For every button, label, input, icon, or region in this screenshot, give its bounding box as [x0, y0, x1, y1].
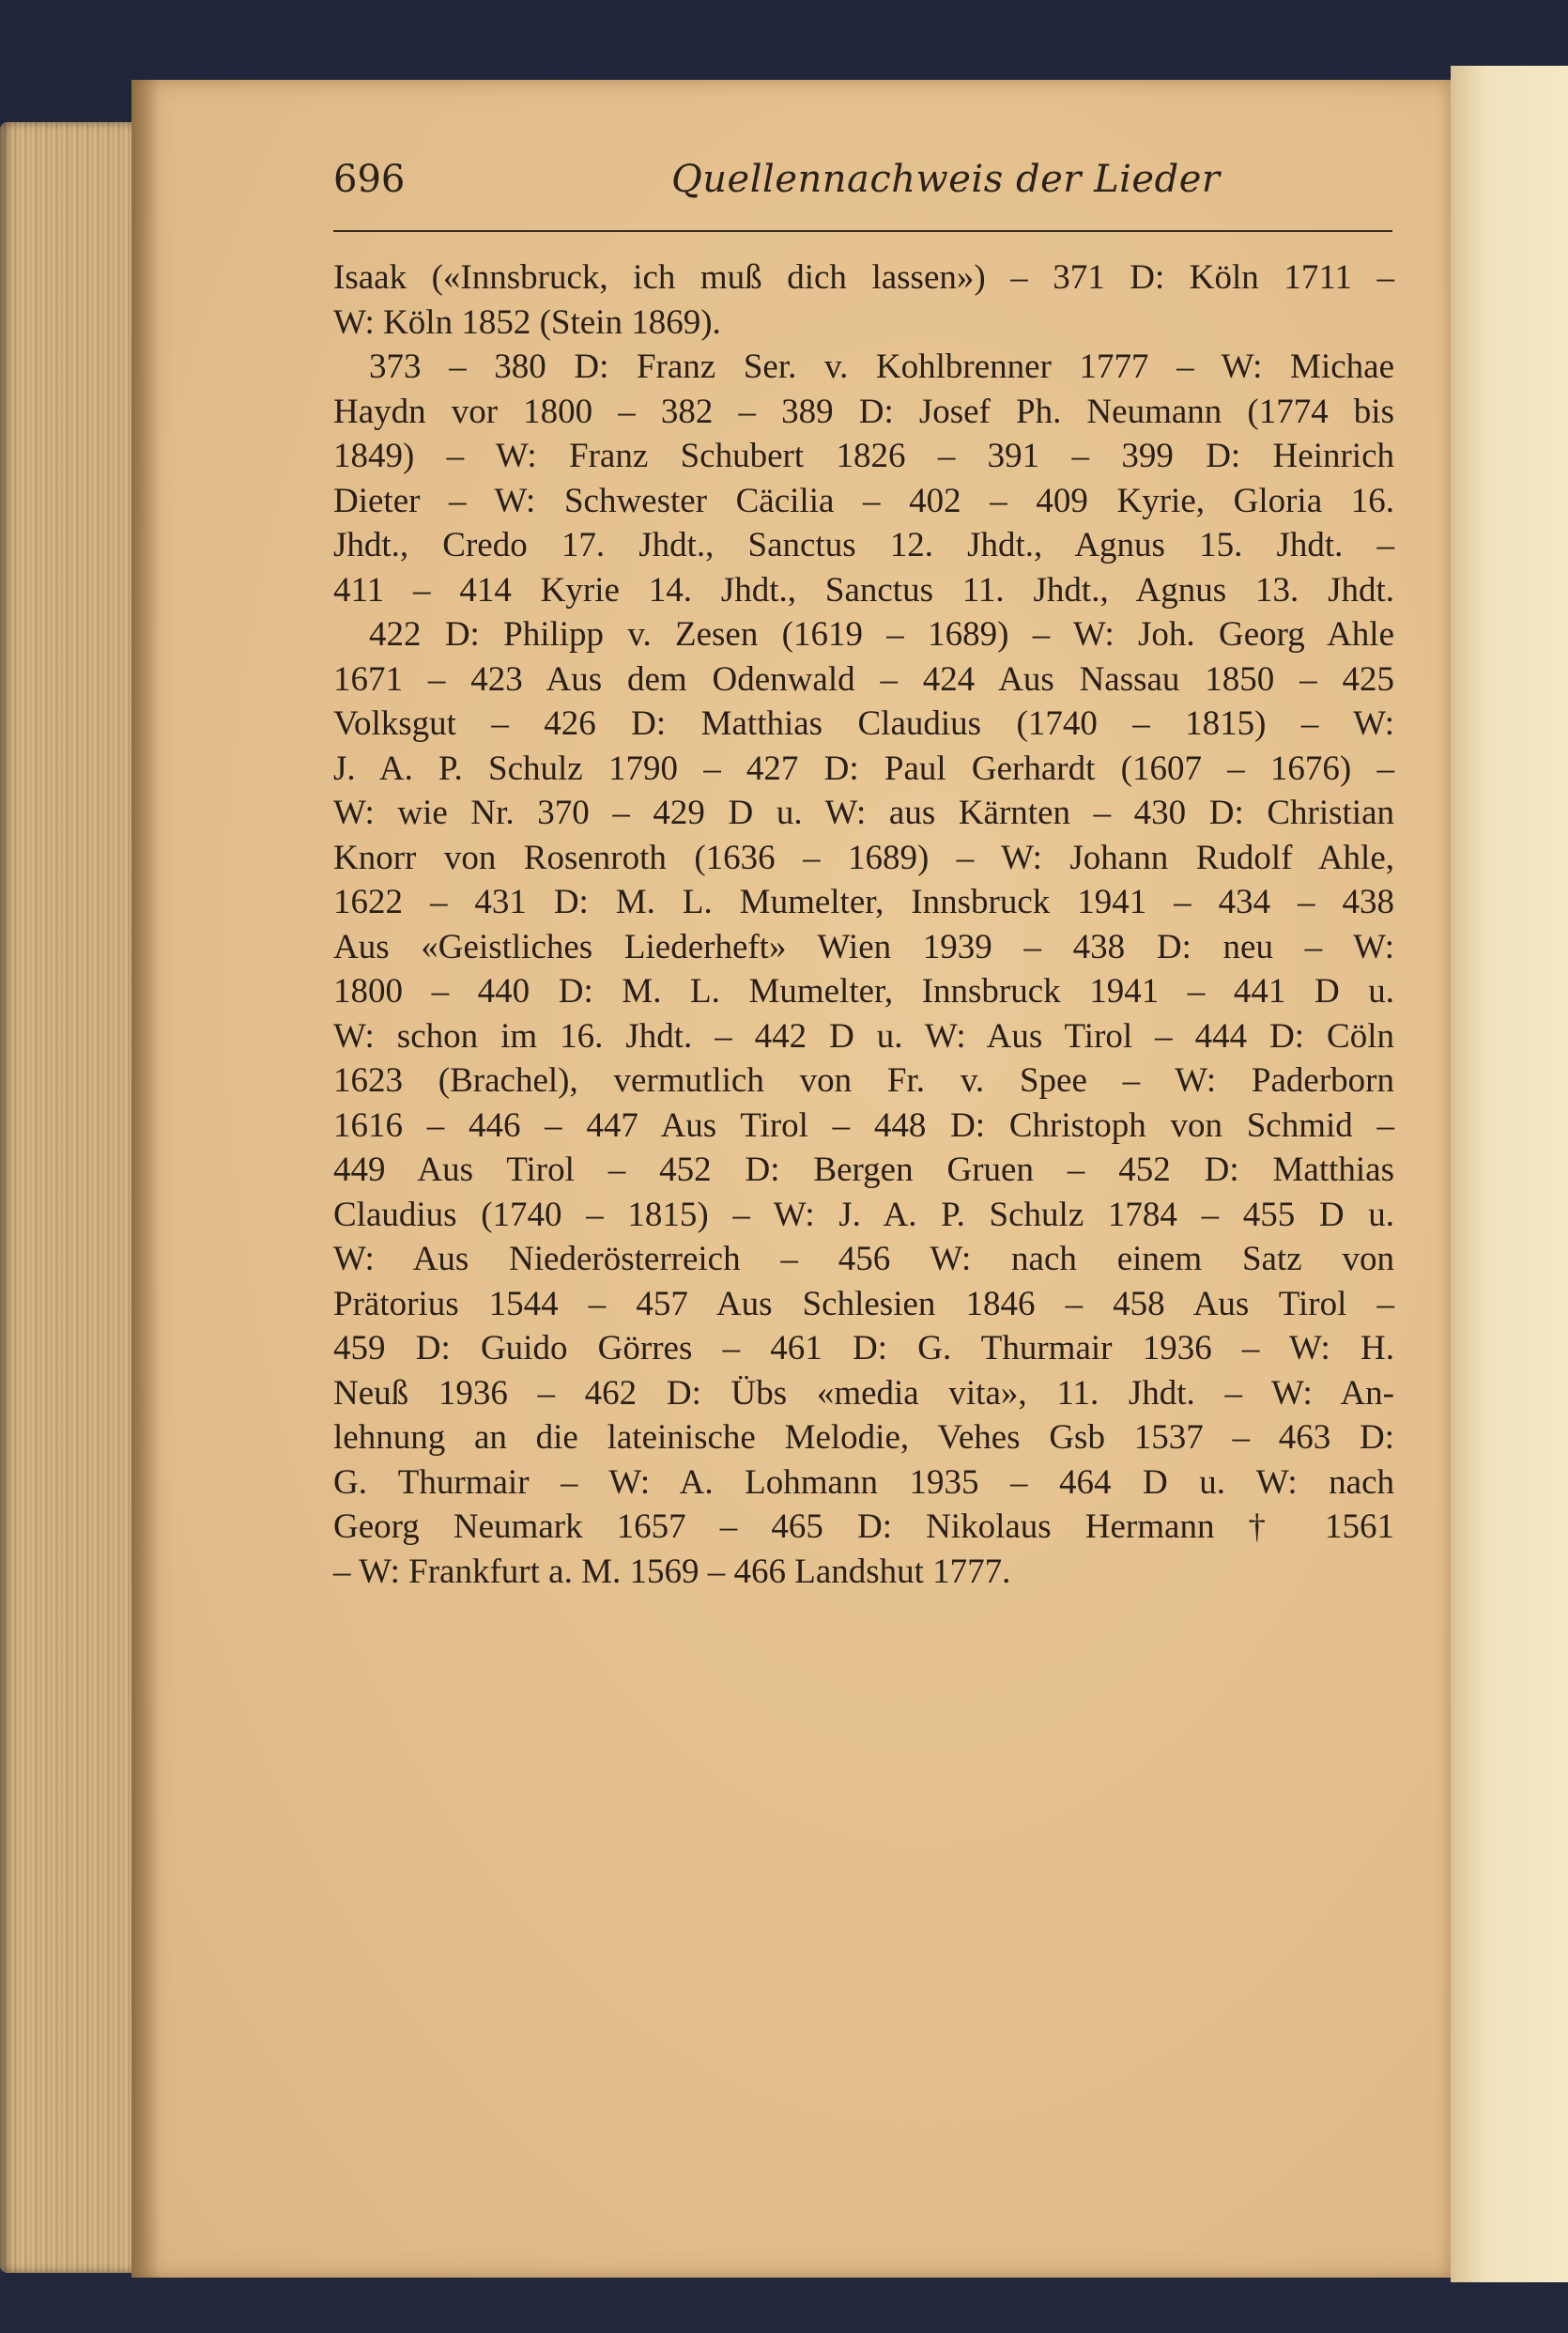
- text-line: 411 – 414 Kyrie 14. Jhdt., Sanctus 11. Jhdt., Agnus 13. Jhdt.: [333, 570, 1394, 610]
- text-line: W: schon im 16. Jhdt. – 442 D u. W: Aus Tirol – 444 D: Cöln: [333, 1016, 1394, 1056]
- page-header: [333, 158, 1394, 214]
- text-line: W: Aus Niederösterreich – 456 W: nach einem Satz von: [333, 1240, 1394, 1278]
- text-line: 1622 – 431 D: M. L. Mumelter, Innsbruck 1941 – 434 – 438: [333, 883, 1394, 921]
- text-line: 1800 – 440 D: M. L. Mumelter, Innsbruck 1941 – 441 D u.: [333, 972, 1394, 1011]
- text-line: J. A. P. Schulz 1790 – 427 D: Paul Gerhardt (1607 – 1676) –: [333, 749, 1394, 788]
- text-line: Volksgut – 426 D: Matthias Claudius (1740 – 1815) – W:: [333, 704, 1394, 743]
- text-line: G. Thurmair – W: A. Lohmann 1935 – 464 D u. W: nach: [333, 1462, 1394, 1502]
- text-line: Jhdt., Credo 17. Jhdt., Sanctus 12. Jhdt., Agnus 15. Jhdt. –: [333, 526, 1394, 564]
- text-line: Prätorius 1544 – 457 Aus Schlesien 1846 – 458 Aus Tirol –: [333, 1284, 1394, 1323]
- text-line: Claudius (1740 – 1815) – W: J. A. P. Schulz 1784 – 455 D u.: [333, 1195, 1394, 1234]
- text-line: 1671 – 423 Aus dem Odenwald – 424 Aus Nassau 1850 – 425: [333, 659, 1394, 699]
- running-head: Quellennachweis der Lieder: [671, 158, 1221, 201]
- text-line: 1623 (Brachel), vermutlich von Fr. v. Spee – W: Paderborn: [333, 1061, 1394, 1100]
- text-line: 422 D: Philipp v. Zesen (1619 – 1689) – W: Joh. Georg Ahle: [369, 615, 1394, 654]
- text-line: Georg Neumark 1657 – 465 D: Nikolaus Hermann † 1561: [333, 1507, 1394, 1546]
- text-line: 1616 – 446 – 447 Aus Tirol – 448 D: Christoph von Schmid –: [333, 1105, 1394, 1145]
- header-rule: [333, 230, 1392, 232]
- text-line: 459 D: Guido Görres – 461 D: G. Thurmair 1936 – W: H.: [333, 1329, 1394, 1367]
- text-line: 373 – 380 D: Franz Ser. v. Kohlbrenner 1777 – W: Michae: [369, 348, 1394, 386]
- next-page-edge: [1451, 66, 1568, 2282]
- text-line: Knorr von Rosenroth (1636 – 1689) – W: Johann Rudolf Ahle,: [333, 838, 1394, 877]
- text-line: – W: Frankfurt a. M. 1569 – 466 Landshut 1777.: [333, 1552, 1011, 1591]
- text-line: lehnung an die lateinische Melodie, Vehes Gsb 1537 – 463 D:: [333, 1418, 1394, 1457]
- text-line: 1849) – W: Franz Schubert 1826 – 391 – 399 D: Heinrich: [333, 437, 1394, 475]
- text-line: Haydn vor 1800 – 382 – 389 D: Josef Ph. Neumann (1774 bis: [333, 392, 1394, 431]
- text-line: Neuß 1936 – 462 D: Übs «media vita», 11. Jhdt. – W: An-: [333, 1373, 1394, 1413]
- page-number: 696: [333, 158, 406, 201]
- text-line: Dieter – W: Schwester Cäcilia – 402 – 409 Kyrie, Gloria 16.: [333, 481, 1394, 520]
- page-edges: [0, 122, 141, 2273]
- gutter-shadow: [131, 80, 160, 2278]
- text-line: Isaak («Innsbruck, ich muß dich lassen») – 371 D: Köln 1711 –: [333, 258, 1394, 297]
- text-line: Aus «Geistliches Liederheft» Wien 1939 – 438 D: neu – W:: [333, 927, 1394, 966]
- text-line: W: Köln 1852 (Stein 1869).: [333, 302, 721, 342]
- body-text: [333, 255, 1394, 1594]
- text-line: W: wie Nr. 370 – 429 D u. W: aus Kärnten – 430 D: Christian: [333, 794, 1394, 832]
- text-line: 449 Aus Tirol – 452 D: Bergen Gruen – 452 D: Matthias: [333, 1151, 1394, 1189]
